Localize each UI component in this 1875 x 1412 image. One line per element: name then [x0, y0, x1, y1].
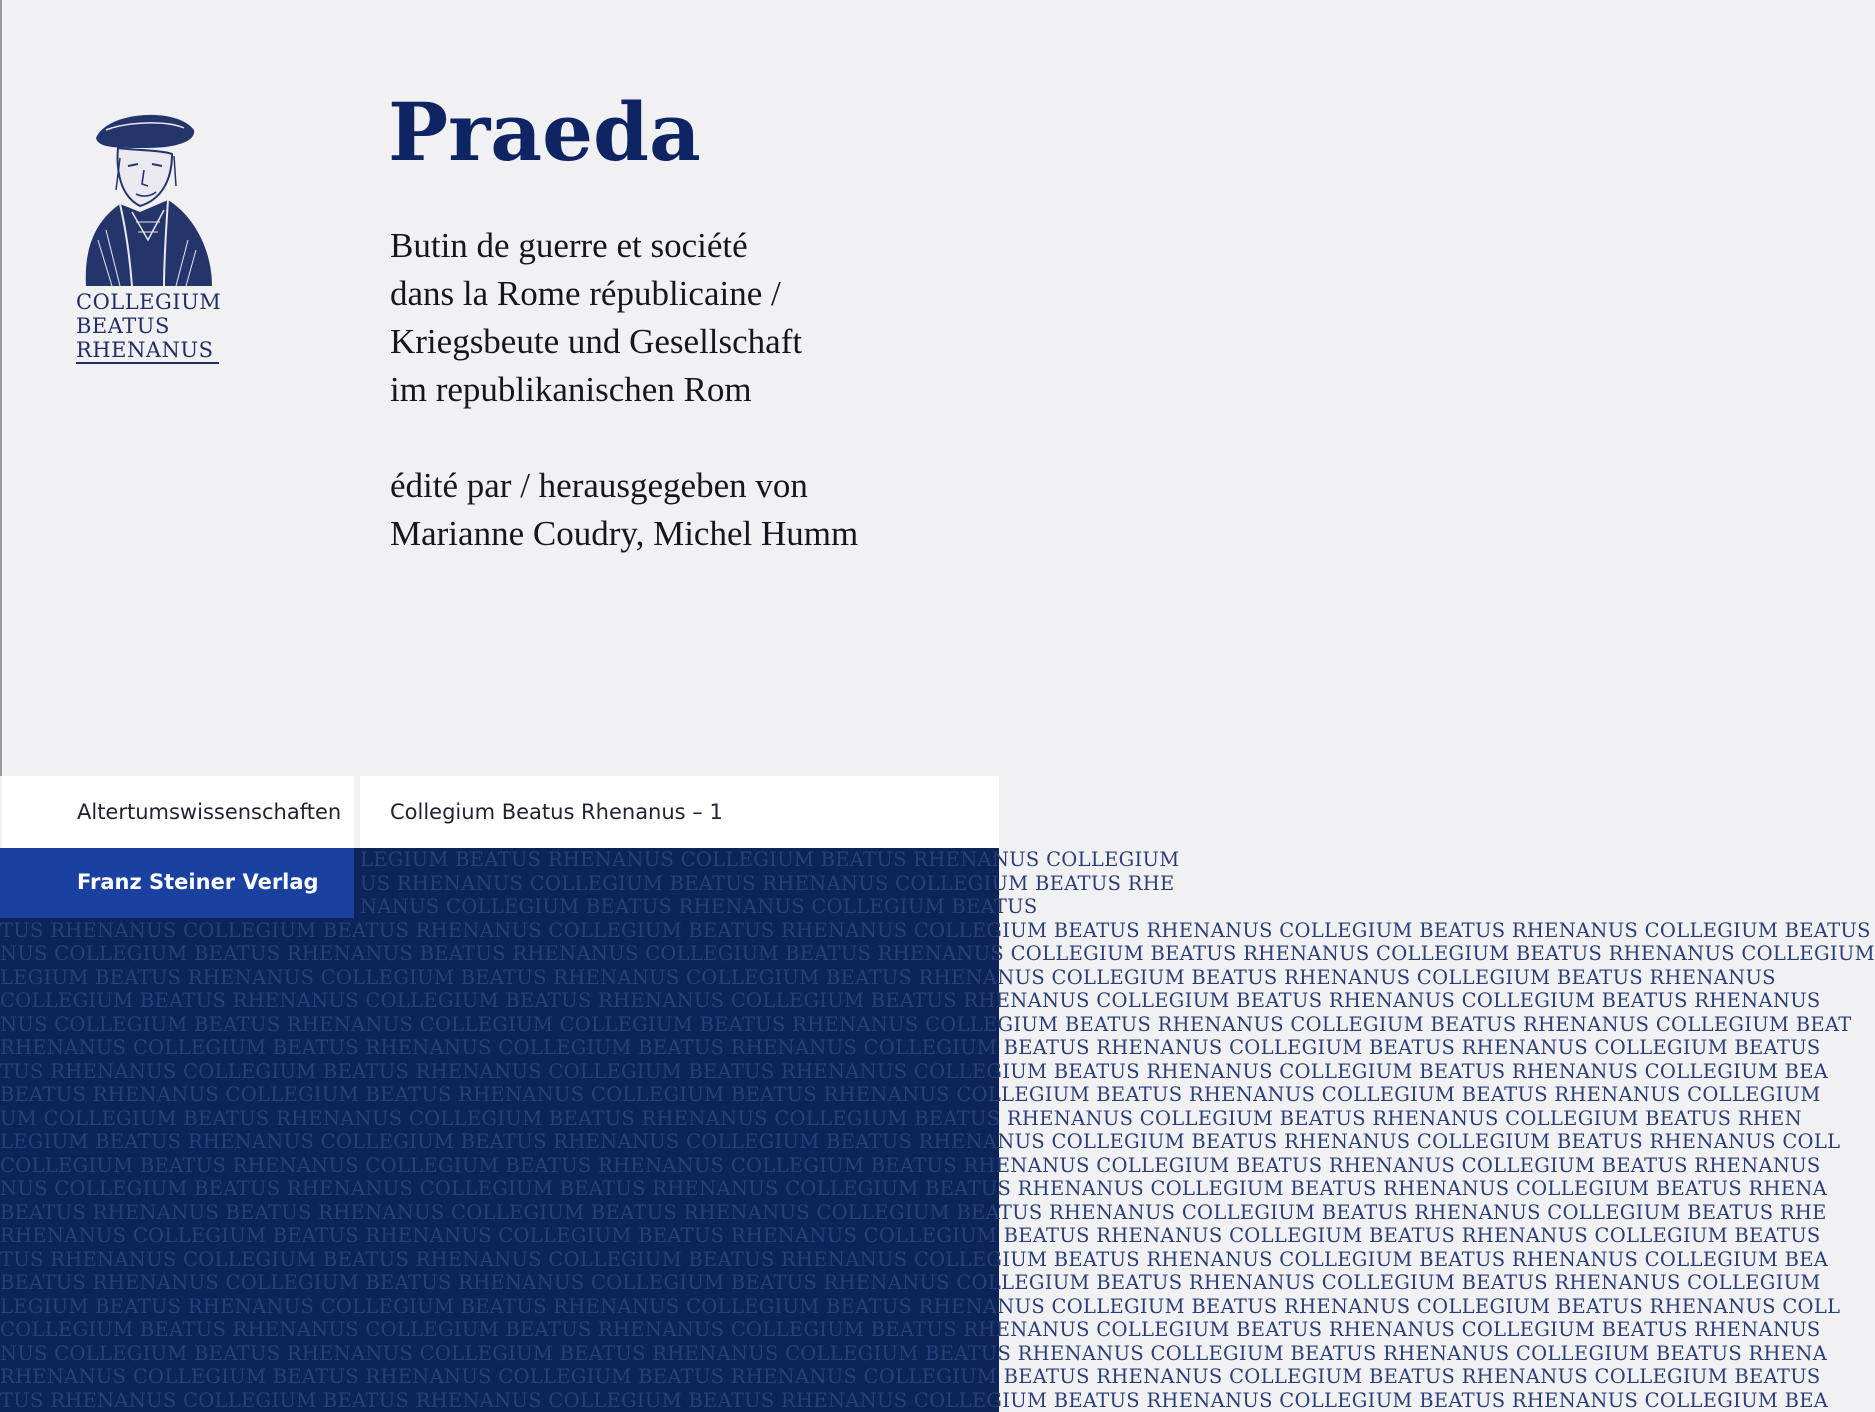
logo-underline	[76, 362, 219, 364]
pattern-row: RHENANUS COLLEGIUM BEATUS RHENANUS COLLEGIUM BEATUS RHENANUS COLLEGIUM BEATUS RHENANUS COLLEGIUM BEATUS RHENANUS COLLEGIUM BEATUS	[0, 1365, 1821, 1388]
pattern-row: COLLEGIUM BEATUS RHENANUS COLLEGIUM BEATUS RHENANUS COLLEGIUM BEATUS RHENANUS COLLEGIUM BEATUS RHENANUS COLLEGIUM BEATUS RHENANUS	[0, 989, 1821, 1012]
logo-line-1: COLLEGIUM	[76, 290, 222, 314]
pattern-row: NUS COLLEGIUM BEATUS RHENANUS COLLEGIUM BEATUS RHENANUS COLLEGIUM BEATUS RHENANUS COLLEGIUM BEATUS RHENANUS COLLEGIUM BEATUS RHENA	[0, 1177, 1828, 1200]
pattern-row: NUS COLLEGIUM BEATUS RHENANUS COLLEGIUM BEATUS RHENANUS COLLEGIUM BEATUS RHENANUS COLLEGIUM BEATUS RHENANUS COLLEGIUM BEATUS RHENA	[0, 1341, 1828, 1365]
pattern-row: LEGIUM BEATUS RHENANUS COLLEGIUM BEATUS RHENANUS COLLEGIUM BEATUS RHENANUS COLLEGIUM BEATUS RHENANUS COLLEGIUM BEATUS RHENANUS COLL	[0, 1294, 1841, 1318]
publisher-box	[0, 848, 354, 918]
pattern-row: LEGIUM BEATUS RHENANUS COLLEGIUM BEATUS RHENANUS COLLEGIUM BEATUS RHENANUS COLLEGIUM BEATUS RHENANUS COLLEGIUM BEATUS RHENANUS	[0, 965, 1776, 989]
series-box	[360, 776, 999, 848]
pattern-row: TUS RHENANUS COLLEGIUM BEATUS RHENANUS COLLEGIUM BEATUS RHENANUS COLLEGIUM BEATUS RHENANUS COLLEGIUM BEATUS RHENANUS COLLEGIUM BEATUS	[0, 918, 1871, 942]
logo-line-2: BEATUS	[76, 314, 170, 338]
discipline-label: Altertumswissenschaften	[77, 800, 342, 824]
spine-edge-line	[0, 0, 2, 776]
pattern-row: US RHENANUS COLLEGIUM BEATUS RHENANUS COLLEGIUM BEATUS RHE	[360, 871, 1175, 895]
pattern-row: LEGIUM BEATUS RHENANUS COLLEGIUM BEATUS RHENANUS COLLEGIUM BEATUS RHENANUS COLLEGIUM BEATUS RHENANUS COLLEGIUM BEATUS RHENANUS COLL	[0, 1130, 1841, 1153]
publisher-name: Franz Steiner Verlag	[77, 870, 319, 894]
pattern-panel	[0, 848, 1875, 1412]
collegium-logo	[76, 100, 220, 366]
pattern-row: TUS RHENANUS COLLEGIUM BEATUS RHENANUS COLLEGIUM BEATUS RHENANUS COLLEGIUM BEATUS RHENANUS COLLEGIUM BEATUS RHENANUS COLLEGIUM BEA	[0, 1059, 1829, 1083]
pattern-row: RHENANUS COLLEGIUM BEATUS RHENANUS COLLEGIUM BEATUS RHENANUS COLLEGIUM BEATUS RHENANUS COLLEGIUM BEATUS RHENANUS COLLEGIUM BEATUS	[0, 1224, 1821, 1247]
series-band	[0, 776, 999, 848]
pattern-row: RHENANUS COLLEGIUM BEATUS RHENANUS COLLEGIUM BEATUS RHENANUS COLLEGIUM BEATUS RHENANUS COLLEGIUM BEATUS RHENANUS COLLEGIUM BEATUS	[0, 1036, 1821, 1059]
portrait-engraving-icon	[76, 100, 220, 286]
book-title: Praeda	[388, 85, 701, 179]
pattern-row: NUS COLLEGIUM BEATUS RHENANUS COLLEGIUM COLLEGIUM BEATUS RHENANUS COLLEGIUM BEATUS RHENANUS COLLEGIUM BEATUS RHENANUS COLLEGIUM BEAT	[0, 1012, 1852, 1036]
cover-upper-panel	[0, 0, 999, 776]
pattern-row: NANUS COLLEGIUM BEATUS RHENANUS COLLEGIUM BEATUS	[360, 895, 1038, 918]
pattern-row: BEATUS RHENANUS COLLEGIUM BEATUS RHENANUS COLLEGIUM BEATUS RHENANUS COLLEGIUM BEATUS RHENANUS COLLEGIUM BEATUS RHENANUS COLLEGIUM	[0, 1271, 1821, 1294]
pattern-row: NUS COLLEGIUM BEATUS RHENANUS BEATUS RHENANUS COLLEGIUM BEATUS RHENANUS COLLEGIUM BEATUS RHENANUS COLLEGIUM BEATUS RHENANUS COLLEGIUM	[0, 942, 1875, 965]
subtitle-line: dans la Rome républicaine /	[390, 274, 781, 313]
editors-label: édité par / herausgegeben von	[390, 466, 808, 505]
logo-line-3: RHENANUS	[76, 338, 214, 362]
book-subtitle	[390, 222, 980, 414]
pattern-row: UM COLLEGIUM BEATUS RHENANUS COLLEGIUM BEATUS RHENANUS COLLEGIUM BEATUS RHENANUS COLLEGIUM BEATUS RHENANUS COLLEGIUM BEATUS RHEN	[0, 1106, 1802, 1130]
pattern-row: BEATUS RHENANUS BEATUS RHENANUS COLLEGIUM BEATUS RHENANUS COLLEGIUM BEATUS RHENANUS COLLEGIUM BEATUS RHENANUS COLLEGIUM BEATUS RHE	[0, 1200, 1827, 1224]
pattern-row: BEATUS RHENANUS COLLEGIUM BEATUS RHENANUS COLLEGIUM BEATUS RHENANUS COLLEGIUM BEATUS RHENANUS COLLEGIUM BEATUS RHENANUS COLLEGIUM	[0, 1083, 1821, 1106]
pattern-row: LEGIUM BEATUS RHENANUS COLLEGIUM BEATUS RHENANUS COLLEGIUM	[360, 848, 1180, 871]
series-label: Collegium Beatus Rhenanus – 1	[390, 800, 723, 824]
pattern-row: TUS RHENANUS COLLEGIUM BEATUS RHENANUS COLLEGIUM BEATUS RHENANUS COLLEGIUM BEATUS RHENANUS COLLEGIUM BEATUS RHENANUS COLLEGIUM BEA	[0, 1247, 1829, 1271]
pattern-row: COLLEGIUM BEATUS RHENANUS COLLEGIUM BEATUS RHENANUS COLLEGIUM BEATUS RHENANUS COLLEGIUM BEATUS RHENANUS COLLEGIUM BEATUS RHENANUS	[0, 1318, 1821, 1341]
subtitle-line: im republikanischen Rom	[390, 370, 752, 409]
editors-names: Marianne Coudry, Michel Humm	[390, 514, 859, 553]
subtitle-line: Kriegsbeute und Gesellschaft	[390, 322, 803, 361]
discipline-box	[2, 776, 354, 848]
pattern-row: TUS RHENANUS COLLEGIUM BEATUS RHENANUS COLLEGIUM BEATUS RHENANUS COLLEGIUM BEATUS RHENANUS COLLEGIUM BEATUS RHENANUS COLLEGIUM BEA	[0, 1388, 1829, 1412]
pattern-row: COLLEGIUM BEATUS RHENANUS COLLEGIUM BEATUS RHENANUS COLLEGIUM BEATUS RHENANUS COLLEGIUM BEATUS RHENANUS COLLEGIUM BEATUS RHENANUS	[0, 1153, 1821, 1177]
subtitle-line: Butin de guerre et société	[390, 226, 748, 265]
book-editors	[390, 462, 980, 558]
